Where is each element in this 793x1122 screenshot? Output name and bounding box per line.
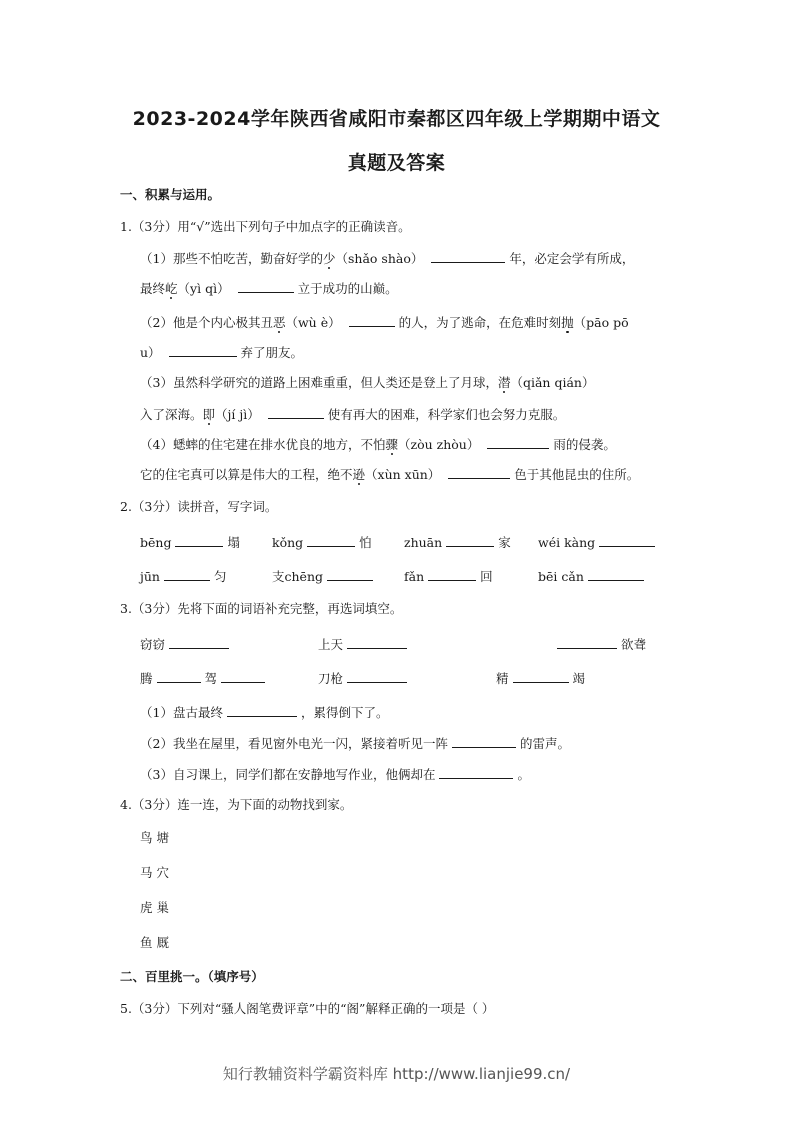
pinyin-item: bēng 塌 [140,532,240,551]
q3-fill1: （1）盘古最终 ，累得倒下了。 [140,702,388,722]
dotted-char: 潜 [497,375,511,390]
q4-stem: 4.（3分）连一连，为下面的动物找到家。 [120,797,353,812]
idiom-item: 腾 驾 [140,668,269,687]
q1-stem: 1.（3分）用“√”选出下列句子中加点字的正确读音。 [120,219,411,234]
answer-blank[interactable] [227,702,297,717]
answer-blank[interactable] [307,532,355,547]
answer-blank[interactable] [448,464,510,479]
document-title-line1: 2023-2024学年陕西省咸阳市秦都区四年级上学期期中语文 [132,108,661,130]
idiom-item: 上天 [318,634,411,653]
q3-stem: 3.（3分）先将下面的词语补充完整，再选词填空。 [120,601,403,616]
dotted-char: 逊 [352,467,366,482]
pinyin-item: wéi kàng [538,532,659,550]
q1-sentence1-line2: 最终屹（yì qì） 立于成功的山巅。 [140,278,398,298]
answer-blank[interactable] [221,668,265,683]
answer-blank[interactable] [588,566,644,581]
idiom-item: 刀枪 [318,668,411,687]
dotted-char: 抛 [561,315,574,330]
q2-stem: 2.（3分）读拼音，写字词。 [120,499,278,514]
dotted-char: 屹 [165,281,178,296]
answer-blank[interactable] [157,668,201,683]
dotted-char: 骤 [385,437,398,452]
pinyin-item: kǒng 怕 [272,532,372,551]
answer-blank[interactable] [431,248,505,263]
q1-sentence3-line2: 入了深海。即（jí jì） 使有再大的困难，科学家们也会努力克服。 [140,404,565,424]
q5-stem: 5.（3分）下列对“骚人阁笔费评章”中的“阁”解释正确的一项是（ ） [120,1001,495,1016]
idiom-item: 精 竭 [496,668,585,687]
dotted-char: 恶 [272,315,286,330]
pinyin-item: zhuān 家 [404,532,511,551]
q1-sentence4-line1: （4）蟋蟀的住宅建在排水优良的地方，不怕骤（zòu zhòu） 雨的侵袭。 [140,434,616,454]
section-1-heading: 一、积累与运用。 [120,187,221,202]
answer-blank[interactable] [169,342,237,357]
pinyin-item: jūn 匀 [140,566,227,585]
match-pair: 虎 巢 [140,900,169,915]
match-pair: 鸟 塘 [140,830,169,845]
pinyin-item: 支chēng [272,566,377,585]
answer-blank[interactable] [169,634,229,649]
q1-sentence2-line1: （2）他是个内心极其丑恶（wù è） 的人，为了逃命，在危难时刻抛（pāo pō [140,312,629,332]
answer-blank[interactable] [268,404,324,419]
pinyin-item: fǎn 回 [404,566,493,585]
answer-blank[interactable] [428,566,476,581]
answer-blank[interactable] [347,634,407,649]
q1-sentence2-line2: u） 弃了朋友。 [140,342,303,362]
footer-watermark: 知行教辅资料学霸资料库 http://www.lianjie99.cn/ [222,1065,571,1083]
answer-blank[interactable] [164,566,210,581]
q1-sentence4-line2: 它的住宅真可以算是伟大的工程，绝不逊（xùn xūn） 色于其他昆虫的住所。 [140,464,639,484]
idiom-item: 窃窃 [140,634,233,653]
answer-blank[interactable] [446,532,494,547]
answer-blank[interactable] [327,566,373,581]
match-pair: 马 穴 [140,865,169,880]
answer-blank[interactable] [175,532,223,547]
answer-blank[interactable] [599,532,655,547]
q1-sentence3-line1: （3）虽然科学研究的道路上困难重重，但人类还是登上了月球，潜（qiǎn qián） [140,375,595,390]
answer-blank[interactable] [557,634,617,649]
answer-blank[interactable] [439,764,513,779]
match-pair: 鱼 厩 [140,935,169,950]
pinyin-item: bēi cǎn [538,566,648,584]
idiom-item: 欲聋 [553,634,646,653]
dotted-char: 即 [202,407,216,422]
answer-blank[interactable] [487,434,549,449]
answer-blank[interactable] [349,312,395,327]
answer-blank[interactable] [513,668,569,683]
answer-blank[interactable] [452,733,516,748]
q3-fill2: （2）我坐在屋里，看见窗外电光一闪，紧接着听见一阵 的雷声。 [140,733,570,753]
document-title-line2: 真题及答案 [347,152,446,174]
answer-blank[interactable] [238,278,294,293]
q1-sentence1-line1: （1）那些不怕吃苦，勤奋好学的少（shǎo shào） 年，必定会学有所成， [140,248,634,268]
answer-blank[interactable] [347,668,407,683]
q3-fill3: （3）自习课上，同学们都在安静地写作业，他俩却在 。 [140,764,530,784]
section-2-heading: 二、百里挑一。（填序号） [120,969,264,984]
dotted-char: 少 [322,251,336,266]
